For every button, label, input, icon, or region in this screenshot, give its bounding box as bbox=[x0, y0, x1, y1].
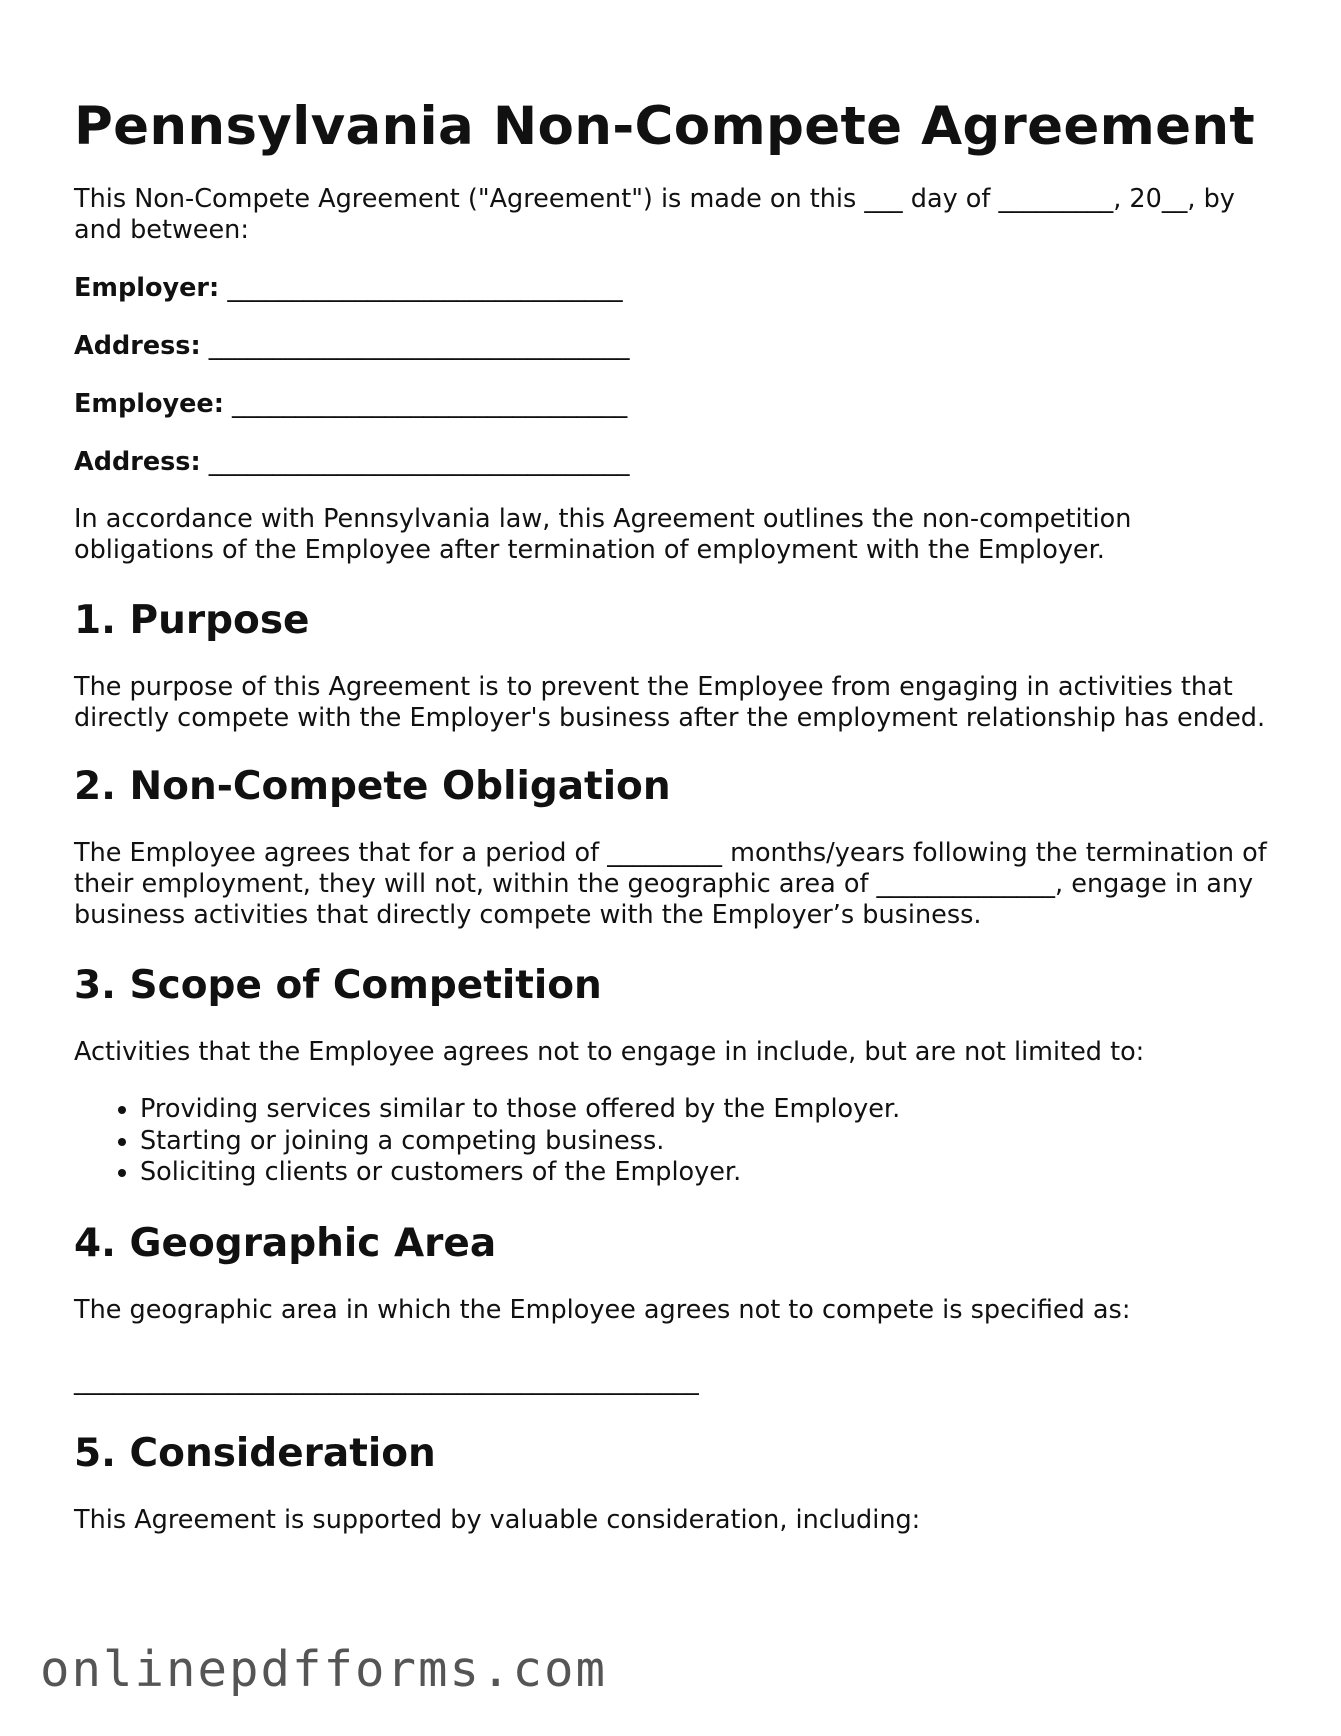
employee-field bbox=[74, 389, 1274, 420]
list-item: • Soliciting clients or customers of the Employer. bbox=[140, 1157, 1274, 1189]
geographic-blank: _________________________________________________ bbox=[74, 1365, 699, 1396]
section-heading-consideration: 5. Consideration bbox=[74, 1430, 436, 1476]
employer-blank: _______________________________ bbox=[227, 273, 623, 303]
geographic-paragraph: The geographic area in which the Employee agrees not to compete is specified as: bbox=[74, 1294, 1131, 1325]
employee-address-label: Address: bbox=[74, 447, 201, 477]
employee-blank: _______________________________ bbox=[232, 389, 628, 419]
section-heading-geographic: 4. Geographic Area bbox=[74, 1220, 497, 1266]
section-heading-obligation: 2. Non-Compete Obligation bbox=[74, 764, 671, 809]
accordance-paragraph: In accordance with Pennsylvania law, this Agreement outlines the non-competition obligations of the Employee after termination of employment with the Employer. bbox=[74, 504, 1132, 565]
section-heading-scope: 3. Scope of Competition bbox=[74, 963, 602, 1008]
employer-address-field bbox=[74, 331, 1274, 362]
intro-paragraph: This Non-Compete Agreement ("Agreement") is made on this ___ day of _________, 20__, by and between: bbox=[74, 184, 1235, 245]
employee-label: Employee: bbox=[74, 389, 224, 419]
list-item: • Starting or joining a competing business. bbox=[140, 1126, 1274, 1158]
document-page bbox=[74, 92, 1274, 1536]
section-heading-purpose: 1. Purpose bbox=[74, 598, 310, 643]
document-title: Pennsylvania Non-Compete Agreement bbox=[74, 96, 1256, 157]
employer-address-label: Address: bbox=[74, 331, 201, 361]
employer-address-blank: _________________________________ bbox=[208, 331, 630, 361]
obligation-paragraph: The Employee agrees that for a period of _________ months/years following the termination of their employment, they will not, within the geographic area of ______________, engage in any business activities that directly compete with the Employer’s business. bbox=[74, 838, 1267, 930]
scope-list bbox=[74, 1094, 1274, 1189]
consideration-paragraph: This Agreement is supported by valuable consideration, including: bbox=[74, 1504, 921, 1535]
employee-address-blank: _________________________________ bbox=[208, 447, 630, 477]
employer-label: Employer: bbox=[74, 273, 220, 303]
employer-field bbox=[74, 273, 1274, 304]
purpose-paragraph: The purpose of this Agreement is to prevent the Employee from engaging in activities that directly compete with the Employer's business after the employment relationship has ended. bbox=[74, 672, 1266, 733]
scope-paragraph: Activities that the Employee agrees not to engage in include, but are not limited to: bbox=[74, 1037, 1145, 1067]
list-item: • Providing services similar to those offered by the Employer. bbox=[140, 1094, 1274, 1126]
watermark: onlinepdfforms.com bbox=[40, 1641, 608, 1698]
employee-address-field bbox=[74, 447, 1274, 478]
